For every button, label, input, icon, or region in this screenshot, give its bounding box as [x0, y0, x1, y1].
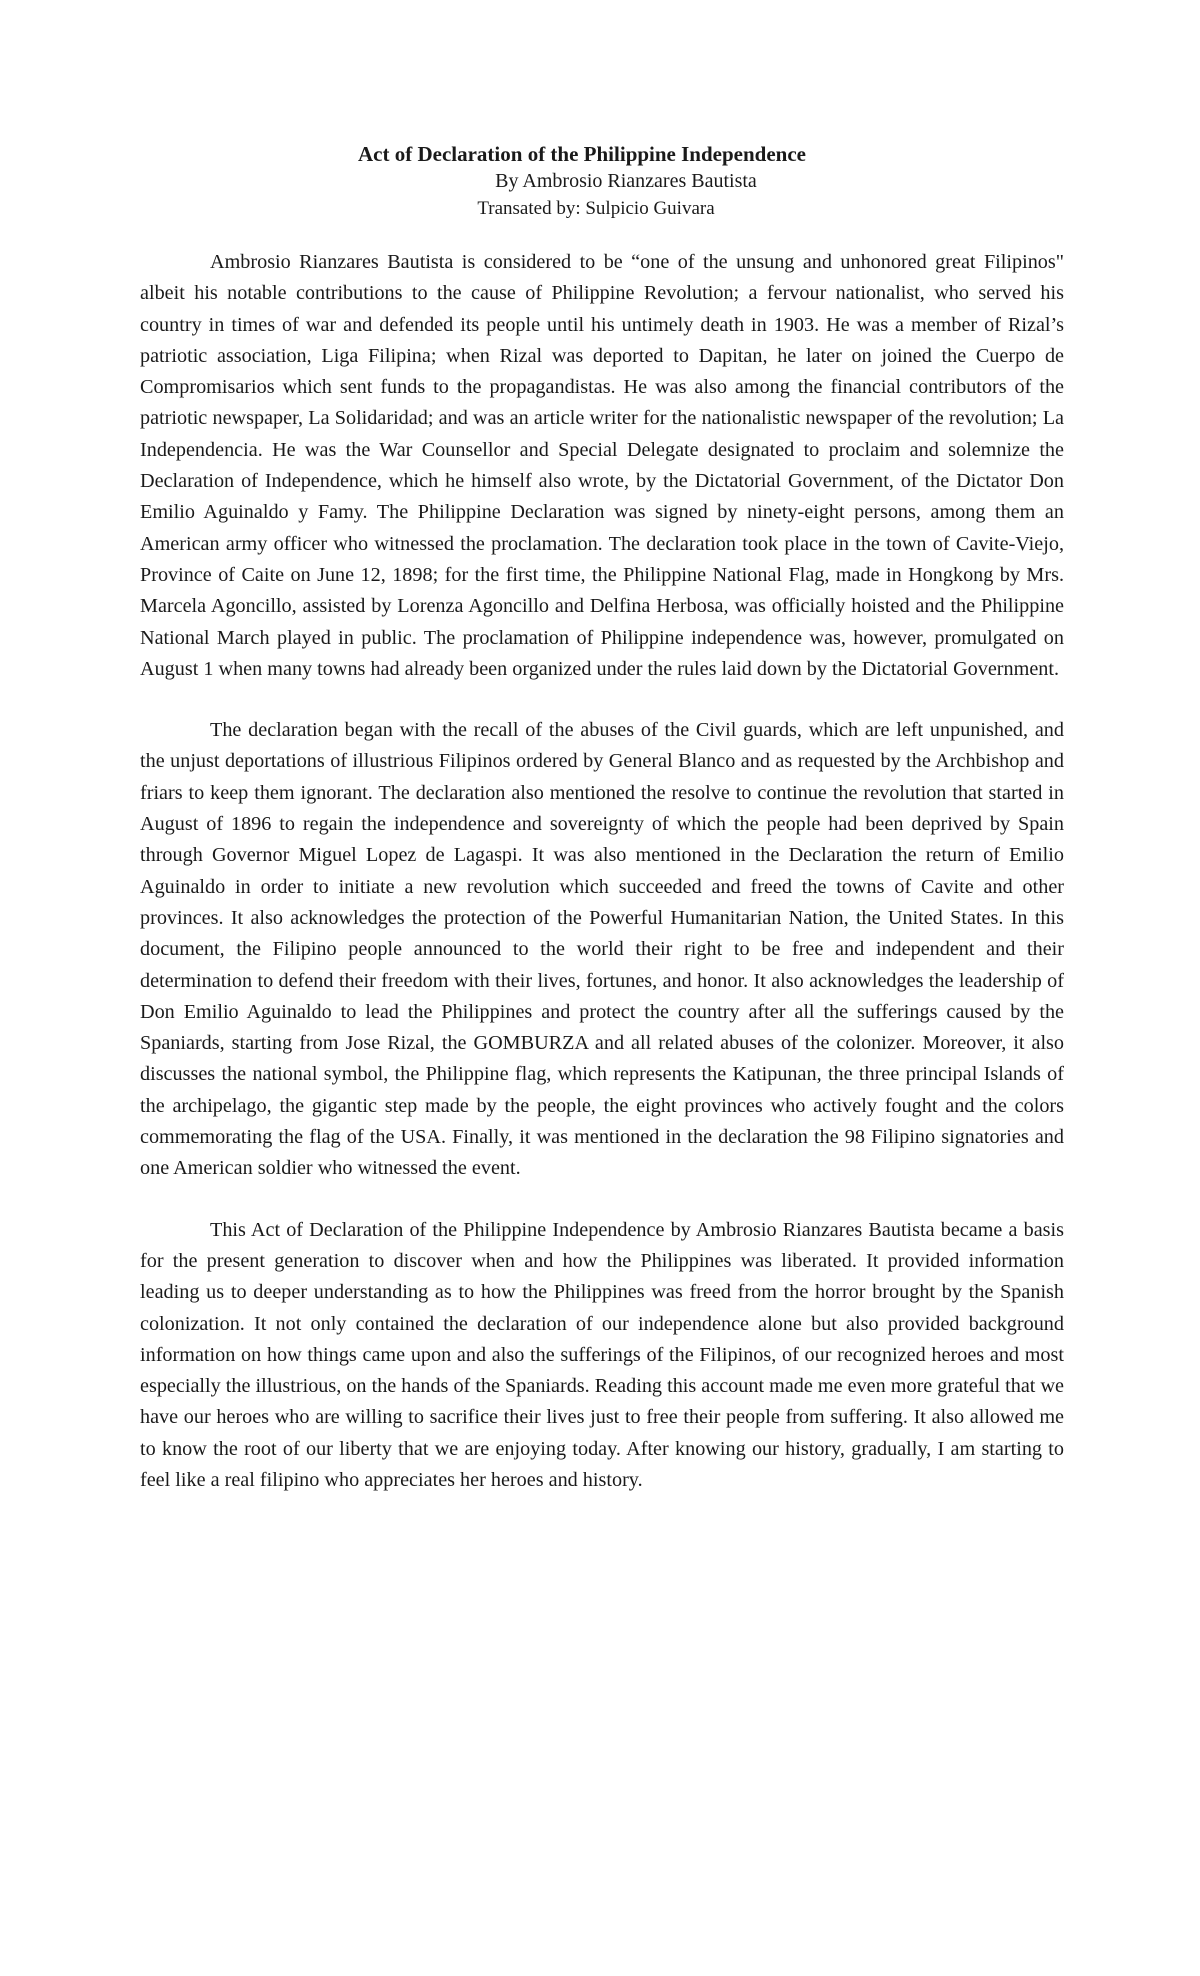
paragraph-2: The declaration began with the recall of the abuses of the Civil guards, which are left unpunished, and the unjust deportations of illustrious Filipinos ordered by General Blanco and as requested by the Archbishop and friars to keep them ignorant. The declaration also mentioned the resolve to continue the revolution that started in August of 1896 to regain the independence and sovereignty of which the people had been deprived by Spain through Governor Miguel Lopez de Lagaspi. It was also mentioned in the Declaration the return of Emilio Aguinaldo in order to initiate a new revolution which succeeded and freed the towns of Cavite and other provinces. It also acknowledges the protection of the Powerful Humanitarian Nation, the United States. In this document, the Filipino people announced to the world their right to be free and independent and their determination to defend their freedom with their lives, fortunes, and honor. It also acknowledges the leadership of Don Emilio Aguinaldo to lead the Philippines and protect the country after all the sufferings caused by the Spaniards, starting from Jose Rizal, the GOMBURZA and all related abuses of the colonizer. Moreover, it also discusses the national symbol, the Philippine flag, which represents the Katipunan, the three principal Islands of the archipelago, the gigantic step made by the people, the eight provinces who actively fought and the colors commemorating the flag of the USA. Finally, it was mentioned in the declaration the 98 Filipino signatories and one American soldier who witnessed the event.: [140, 719, 1064, 1180]
document-header: [0, 140, 1200, 222]
paragraph-3: This Act of Declaration of the Philippine Independence by Ambrosio Rianzares Bautista became a basis for the present generation to discover when and how the Philippines was liberated. It provided information leading us to deeper understanding as to how the Philippines was freed from the horror brought by the Spanish colonization. It not only contained the declaration of our independence alone but also provided background information on how things came upon and also the sufferings of the Filipinos, of our recognized heroes and most especially the illustrious, on the hands of the Spaniards. Reading this account made me even more grateful that we have our heroes who are willing to sacrifice their lives just to free their people from suffering. It also allowed me to know the root of our liberty that we are enjoying today. After knowing our history, gradually, I am starting to feel like a real filipino who appreciates her heroes and history.: [140, 1218, 1064, 1491]
paragraph-1: Ambrosio Rianzares Bautista is considered to be “one of the unsung and unhonored great Filipinos" albeit his notable contributions to the cause of Philippine Revolution; a fervour nationalist, who served his country in times of war and defended its people until his untimely death in 1903. He was a member of Rizal’s patriotic association, Liga Filipina; when Rizal was deported to Dapitan, he later on joined the Cuerpo de Compromisarios which sent funds to the propagandistas. He was also among the financial contributors of the patriotic newspaper, La Solidaridad; and was an article writer for the nationalistic newspaper of the revolution; La Independencia. He was the War Counsellor and Special Delegate designated to proclaim and solemnize the Declaration of Independence, which he himself also wrote, by the Dictatorial Government, of the Dictator Don Emilio Aguinaldo y Famy. The Philippine Declaration was signed by ninety-eight persons, among them an American army officer who witnessed the proclamation. The declaration took place in the town of Cavite-Viejo, Province of Caite on June 12, 1898; for the first time, the Philippine National Flag, made in Hongkong by Mrs. Marcela Agoncillo, assisted by Lorenza Agoncillo and Delfina Herbosa, was officially hoisted and the Philippine National March played in public. The proclamation of Philippine independence was, however, promulgated on August 1 when many towns had already been organized under the rules laid down by the Dictatorial Government.: [140, 251, 1064, 680]
author-line: By Ambrosio Rianzares Bautista: [495, 170, 757, 192]
translator-line: Transated by: Sulpicio Guivara: [477, 198, 715, 219]
document-body: [140, 247, 1064, 1526]
document-title: Act of Declaration of the Philippine Independence: [358, 142, 806, 166]
